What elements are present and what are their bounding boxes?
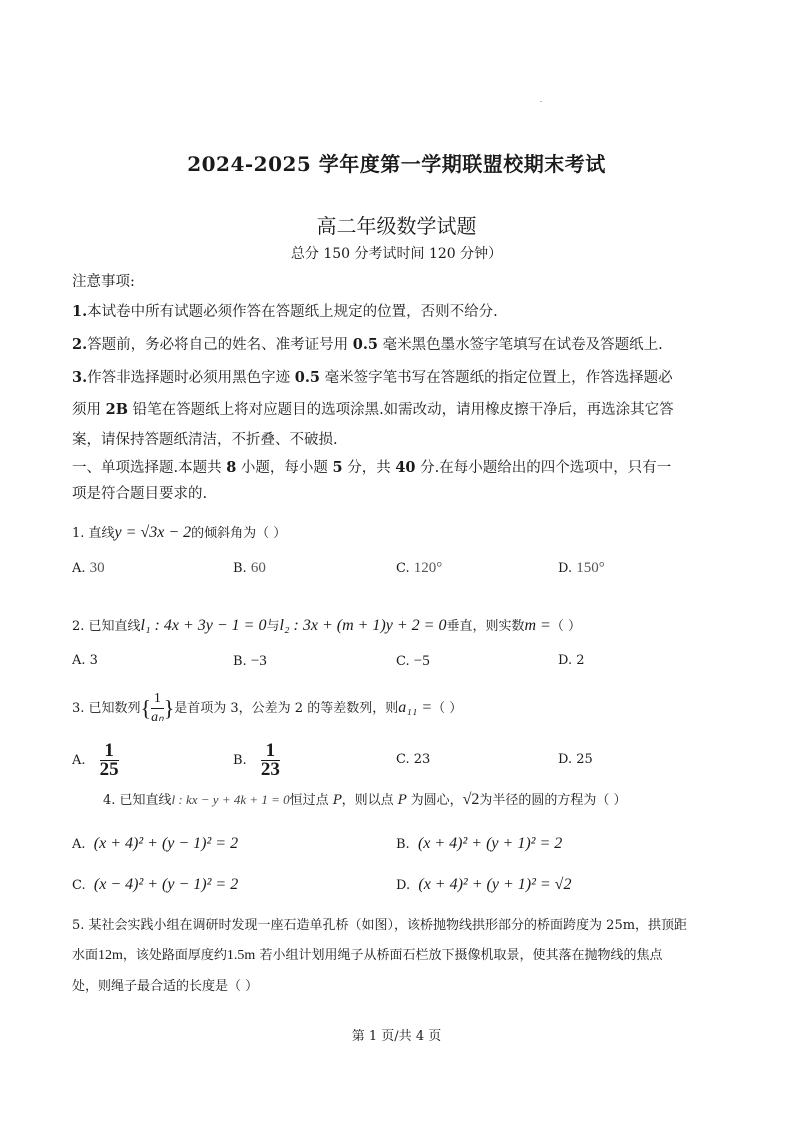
option-fraction <box>261 742 280 779</box>
section-text-b: 小题，每小题 <box>236 460 333 476</box>
option-value: 2 <box>576 653 585 668</box>
option-label: C. <box>72 878 86 893</box>
question-3-text-b: 是首项为 3，公差为 2 的等差数列，则 <box>174 701 399 716</box>
option-value: 23 <box>413 752 431 767</box>
notice-item-2 <box>72 335 663 355</box>
question-4-text-c: ，则以点 <box>341 793 398 808</box>
section-heading-line-1 <box>72 458 671 478</box>
question-2-option-b <box>233 653 267 670</box>
option-value: (x + 4)² + (y + 1)² = 2 <box>417 835 563 852</box>
question-3-fraction <box>151 690 164 727</box>
option-value: (x + 4)² + (y − 1)² = 2 <box>93 835 239 852</box>
question-4-option-c <box>72 876 238 894</box>
notice-item-2-num: 2. <box>72 336 88 353</box>
notice-item-3-line2-a: 须用 <box>72 402 106 418</box>
option-label: A. <box>72 653 86 668</box>
question-4-option-b <box>396 835 562 853</box>
question-3-option-c <box>396 752 430 767</box>
question-5-text-a: 水面 <box>72 948 99 963</box>
question-3-option-b <box>233 742 280 779</box>
notice-item-3-line2-b: 铅笔在答题纸上将对应题目的选项涂黑.如需改动，请用橡皮擦干净后，再选涂其它答 <box>127 402 674 418</box>
fraction-numerator: 1 <box>151 690 164 709</box>
question-4-line-eq: l : kx − y + 4k + 1 = 0 <box>171 792 290 807</box>
option-value: 60 <box>250 560 266 576</box>
section-count: 8 <box>226 459 237 476</box>
question-1-option-a <box>72 560 105 577</box>
question-1-option-d <box>558 560 605 577</box>
option-value: −3 <box>250 653 267 669</box>
question-2-text-d: （ ） <box>550 619 581 634</box>
option-label: C. <box>396 654 410 669</box>
question-2-var-m: m = <box>524 617 551 634</box>
notice-item-3-line-1 <box>72 368 673 388</box>
question-3-option-d <box>558 752 593 767</box>
question-5-thickness: 1.5m <box>226 948 256 963</box>
question-5-line-1: 5. 某社会实践小组在调研时发现一座石造单孔桥（如图），该桥抛物线拱形部分的桥面跨度为 25m，拱顶距 <box>72 918 688 933</box>
notice-item-2-text-b: 毫米黑色墨水签字笔填写在试卷及答题纸上. <box>377 337 663 353</box>
exam-info: 总分 150 分考试时间 120 分钟） <box>290 246 503 262</box>
option-label: A. <box>72 561 86 576</box>
option-label: B. <box>233 561 247 576</box>
notice-item-1 <box>72 302 498 322</box>
option-label: D. <box>558 561 573 576</box>
question-5-text-c: 若小组计划用绳子从桥面石栏放下摄像机取景，使其落在抛物线的焦点 <box>255 948 663 963</box>
question-2-option-d <box>558 653 585 668</box>
question-5-height: 12m <box>98 948 123 963</box>
section-text-c: 分，共 <box>342 460 396 476</box>
question-1-math: y = √3x − 2 <box>114 524 192 541</box>
question-2-stem <box>72 615 581 635</box>
notice-item-2-bold: 0.5 <box>352 336 378 353</box>
fraction-numerator: 1 <box>261 742 280 761</box>
scan-speck <box>540 101 542 102</box>
question-3-text-a: 3. 已知数列 <box>72 701 141 716</box>
notice-item-3-text-a: 作答非选择题时必须用黑色字迹 <box>87 370 295 386</box>
section-score-total: 40 <box>395 459 416 476</box>
question-2-text-c: 垂直，则实数 <box>446 619 525 634</box>
fraction-denominator: 25 <box>99 759 119 780</box>
section-heading-line-2: 项是符合题目要求的. <box>72 486 208 502</box>
question-4-text-d: 为圆心， <box>406 793 463 808</box>
option-value: −5 <box>413 653 430 669</box>
option-label: D. <box>558 653 573 668</box>
option-value: (x − 4)² + (y − 1)² = 2 <box>93 876 239 893</box>
question-4-text-b: 恒过点 <box>289 793 333 808</box>
option-value: 120° <box>413 560 443 576</box>
brace-open-symbol: { <box>140 695 152 721</box>
question-2-option-c <box>396 653 430 670</box>
question-1-text-a: 1. 直线 <box>72 526 115 541</box>
option-label: B. <box>396 837 410 852</box>
option-label: A. <box>72 837 86 852</box>
question-5-line-2 <box>72 944 662 964</box>
question-3-term: a₁₁ = <box>398 699 433 716</box>
question-4-radius: √2 <box>462 791 480 808</box>
question-3-stem <box>72 690 462 727</box>
question-1-text-b: 的倾斜角为（ ） <box>191 526 287 541</box>
fraction-denominator: 23 <box>260 759 280 780</box>
point-p: P <box>397 793 407 808</box>
notice-item-3-text-b: 毫米签字笔书写在答题纸的指定位置上，作答选择题必 <box>319 370 673 386</box>
question-2-option-a <box>72 653 98 668</box>
notice-item-3-num: 3. <box>72 369 88 386</box>
option-label: B. <box>233 753 247 768</box>
page-footer: 第 1 页/共 4 页 <box>351 1029 442 1044</box>
question-4-text-a: 4. 已知直线 <box>103 793 172 808</box>
section-text-d: 分.在每小题给出的四个选项中，只有一 <box>415 460 672 476</box>
question-4-option-a <box>72 835 238 853</box>
question-2-line-l1: l₁ : 4x + 3y − 1 = 0 <box>140 617 267 634</box>
exam-title: 2024-2025 学年度第一学期联盟校期末考试 <box>187 152 606 176</box>
option-value: 150° <box>576 560 605 576</box>
question-4-text-e: 为半径的圆的方程为（ ） <box>479 793 627 808</box>
option-label: D. <box>396 878 411 893</box>
question-5-line-3: 处，则绳子最合适的长度是（ ） <box>72 979 259 994</box>
question-1-stem <box>72 522 286 542</box>
option-fraction <box>100 742 119 779</box>
question-4-stem <box>103 789 627 809</box>
notice-item-2-text-a: 答题前，务必将自己的姓名、准考证号用 <box>87 337 353 353</box>
question-4-option-d <box>396 876 571 894</box>
notice-item-3-line2-bold: 2B <box>105 401 128 418</box>
option-label: C. <box>396 561 410 576</box>
option-label: D. <box>558 752 573 767</box>
fraction-denominator: aₙ <box>151 710 164 725</box>
option-value: 30 <box>89 560 105 576</box>
point-p: P <box>332 793 342 808</box>
question-5-text-b: ，该处路面厚度约 <box>122 948 227 963</box>
brace-close-symbol: } <box>163 695 175 721</box>
exam-subtitle: 高二年级数学试题 <box>316 214 477 238</box>
option-label: A. <box>72 753 86 768</box>
option-label: C. <box>396 752 410 767</box>
option-label: B. <box>233 654 247 669</box>
question-2-line-l2: l₂ : 3x + (m + 1)y + 2 = 0 <box>279 617 447 634</box>
question-3-option-a <box>72 742 119 779</box>
notice-item-3-line-3: 案，请保持答题纸清洁，不折叠、不破损. <box>72 432 338 448</box>
notice-item-3-line-2 <box>72 400 674 420</box>
question-3-text-c: （ ） <box>432 701 463 716</box>
question-1-option-c <box>396 560 442 577</box>
question-1-option-b <box>233 560 266 577</box>
option-value: 25 <box>576 752 593 767</box>
notice-item-1-num: 1. <box>72 303 88 320</box>
notice-item-1-text: 本试卷中所有试题必须作答在答题纸上规定的位置，否则不给分. <box>87 304 498 320</box>
option-value: (x + 4)² + (y + 1)² = √2 <box>418 876 572 893</box>
option-value: 3 <box>89 653 98 668</box>
fraction-numerator: 1 <box>100 742 119 761</box>
question-2-text-b: 与 <box>266 619 280 634</box>
notice-item-3-bold: 0.5 <box>294 369 320 386</box>
question-2-text-a: 2. 已知直线 <box>72 619 141 634</box>
section-score-each: 5 <box>332 459 343 476</box>
section-text-a: 一、单项选择题.本题共 <box>72 460 227 476</box>
notice-heading: 注意事项: <box>72 274 135 290</box>
